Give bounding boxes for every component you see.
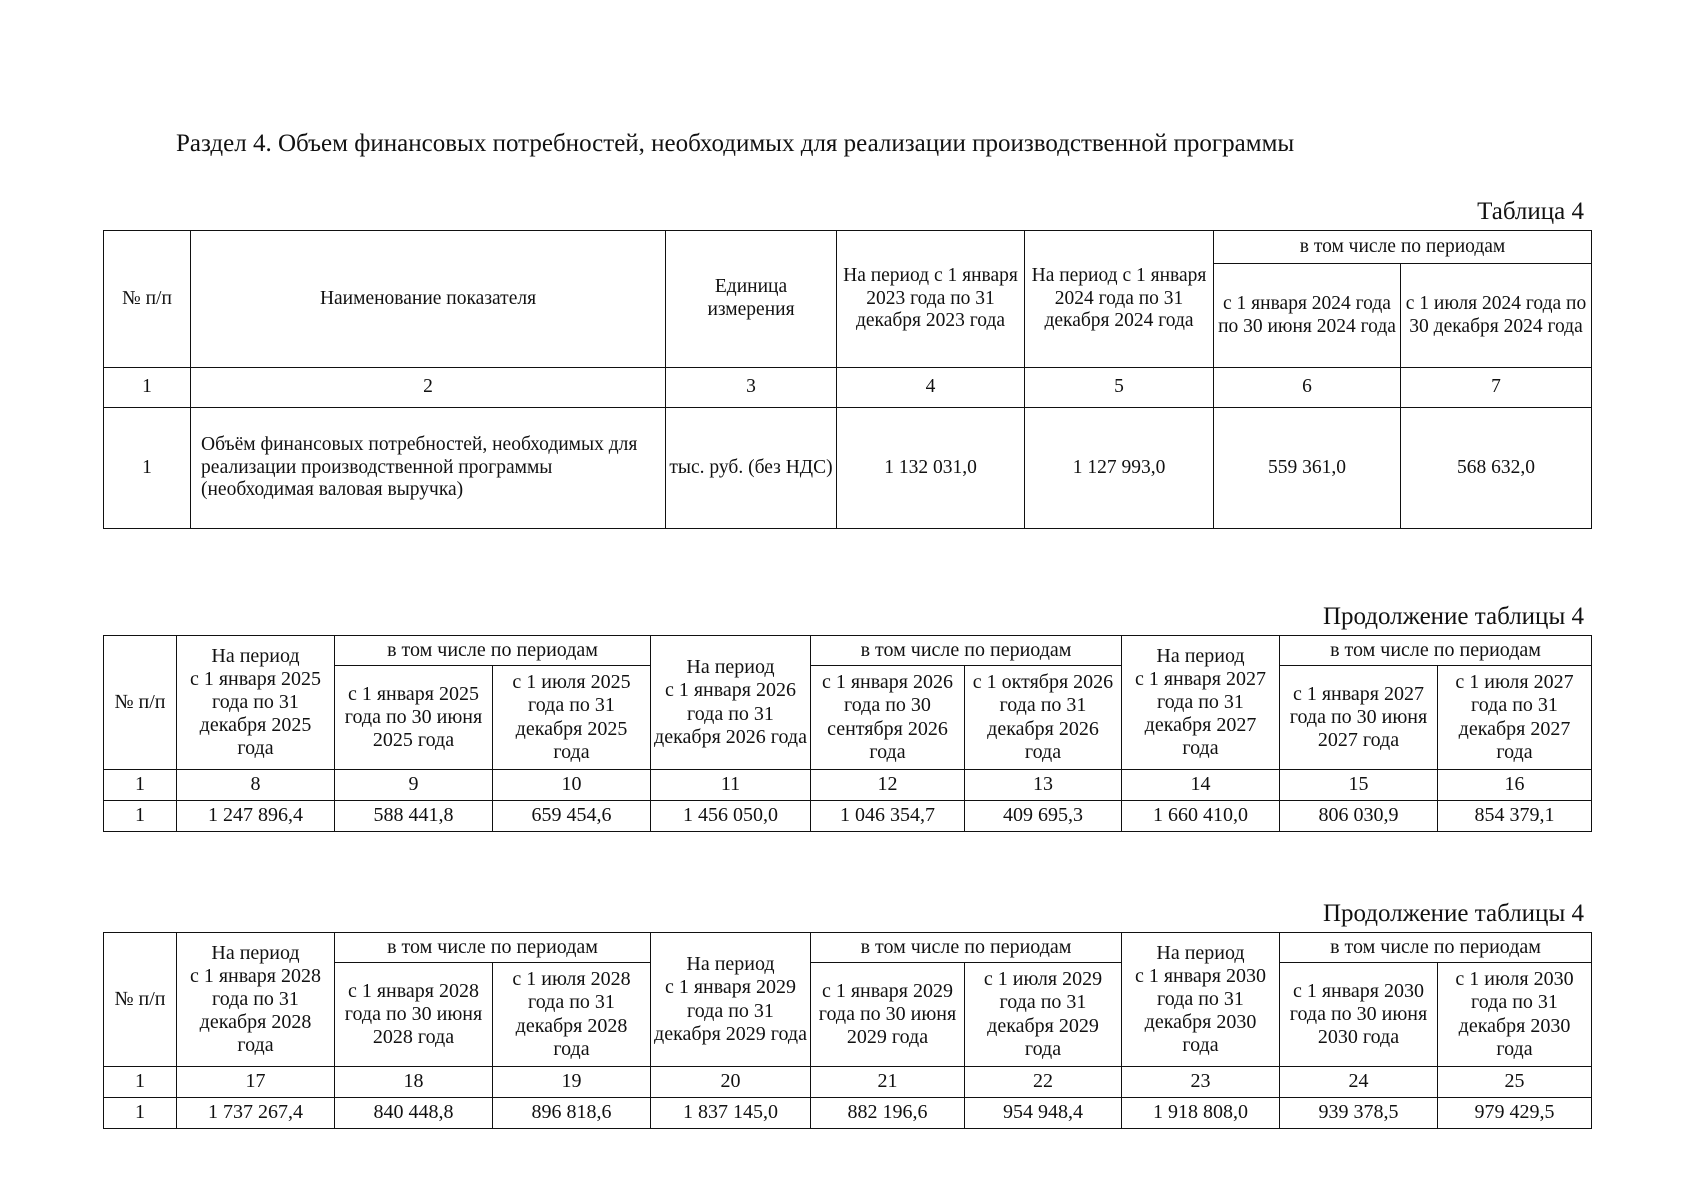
header-subperiods-group: в том числе по периодам xyxy=(811,933,1122,963)
header-subperiods-group: в том числе по периодам xyxy=(335,636,651,666)
header-num: № п/п xyxy=(104,636,177,770)
header-period-2030-a: с 1 января 2030 года по 30 июня 2030 года xyxy=(1280,963,1438,1067)
column-number: 19 xyxy=(493,1067,651,1098)
value-period-2024-h1: 559 361,0 xyxy=(1214,408,1401,529)
section-heading: Раздел 4. Объем финансовых потребностей, необходимых для реализации производственной программы xyxy=(176,130,1295,157)
column-number: 5 xyxy=(1025,368,1214,408)
table1-caption: Таблица 4 xyxy=(1477,198,1584,225)
column-number: 10 xyxy=(493,770,651,801)
column-number: 3 xyxy=(666,368,837,408)
header-indicator-name: Наименование показателя xyxy=(191,231,666,368)
header-subperiods-group: в том числе по периодам xyxy=(1280,933,1592,963)
indicator-name: Объём финансовых потребностей, необходимых для реализации производственной программы (необходимая валовая выручка) xyxy=(191,408,666,529)
header-period-2025-b: с 1 июля 2025 года по 31 декабря 2025 года xyxy=(493,666,651,770)
column-number: 24 xyxy=(1280,1067,1438,1098)
value-cell: 882 196,6 xyxy=(811,1098,965,1129)
header-num: № п/п xyxy=(104,231,191,368)
value-period-2023: 1 132 031,0 xyxy=(837,408,1025,529)
table-4-continuation-2 xyxy=(103,932,1592,1129)
table3-caption: Продолжение таблицы 4 xyxy=(1322,900,1584,927)
column-number: 25 xyxy=(1438,1067,1592,1098)
value-cell: 409 695,3 xyxy=(965,801,1122,832)
value-period-2024: 1 127 993,0 xyxy=(1025,408,1214,529)
row-number: 1 xyxy=(104,1098,177,1129)
column-number: 4 xyxy=(837,368,1025,408)
value-cell: 659 454,6 xyxy=(493,801,651,832)
column-number: 22 xyxy=(965,1067,1122,1098)
column-number: 9 xyxy=(335,770,493,801)
table-4 xyxy=(103,230,1592,529)
header-period-2027-a: с 1 января 2027 года по 30 июня 2027 года xyxy=(1280,666,1438,770)
header-period-2029-a: с 1 января 2029 года по 30 июня 2029 года xyxy=(811,963,965,1067)
header-period-2026-a: с 1 января 2026 года по 30 сентября 2026 года xyxy=(811,666,965,770)
row-number: 1 xyxy=(104,408,191,529)
value-cell: 939 378,5 xyxy=(1280,1098,1438,1129)
header-period-2026 xyxy=(651,636,811,770)
header-period-2029-b: с 1 июля 2029 года по 31 декабря 2029 года xyxy=(965,963,1122,1067)
column-number: 2 xyxy=(191,368,666,408)
value-cell: 588 441,8 xyxy=(335,801,493,832)
column-number: 17 xyxy=(177,1067,335,1098)
value-cell: 954 948,4 xyxy=(965,1098,1122,1129)
value-cell: 1 737 267,4 xyxy=(177,1098,335,1129)
header-unit: Единица измерения xyxy=(666,231,837,368)
value-cell: 854 379,1 xyxy=(1438,801,1592,832)
value-cell: 1 837 145,0 xyxy=(651,1098,811,1129)
column-number: 20 xyxy=(651,1067,811,1098)
header-period-2027 xyxy=(1122,636,1280,770)
header-period-range: с 1 января 2030 года по 31 декабря 2030 года xyxy=(1134,964,1267,1057)
header-period-label: На период xyxy=(211,941,300,964)
header-period-range: с 1 января 2029 года по 31 декабря 2029 года xyxy=(654,976,807,1045)
header-num: № п/п xyxy=(104,933,177,1067)
header-period-2026-b: с 1 октября 2026 года по 31 декабря 2026 года xyxy=(965,666,1122,770)
header-period-2028-b: с 1 июля 2028 года по 31 декабря 2028 года xyxy=(493,963,651,1067)
header-subperiods-group: в том числе по периодам xyxy=(1280,636,1592,666)
header-period-2024-h1: с 1 января 2024 года по 30 июня 2024 года xyxy=(1214,264,1401,368)
header-period-2025-a: с 1 января 2025 года по 30 июня 2025 года xyxy=(335,666,493,770)
value-cell: 840 448,8 xyxy=(335,1098,493,1129)
column-number: 23 xyxy=(1122,1067,1280,1098)
column-number: 1 xyxy=(104,770,177,801)
value-cell: 979 429,5 xyxy=(1438,1098,1592,1129)
unit-value: тыс. руб. (без НДС) xyxy=(666,408,837,529)
header-subperiods-group: в том числе по периодам xyxy=(1214,231,1592,264)
header-period-label: На период xyxy=(211,644,300,667)
header-period-label: На период xyxy=(686,656,775,679)
header-period-2023: На период с 1 января 2023 года по 31 декабря 2023 года xyxy=(837,231,1025,368)
value-cell: 896 818,6 xyxy=(493,1098,651,1129)
column-number: 15 xyxy=(1280,770,1438,801)
column-number: 1 xyxy=(104,1067,177,1098)
column-number: 11 xyxy=(651,770,811,801)
column-number: 16 xyxy=(1438,770,1592,801)
value-cell: 1 456 050,0 xyxy=(651,801,811,832)
header-period-range: с 1 января 2025 года по 31 декабря 2025 года xyxy=(189,667,322,760)
column-number: 1 xyxy=(104,368,191,408)
header-period-2024-h2: с 1 июля 2024 года по 30 декабря 2024 года xyxy=(1401,264,1592,368)
table-4-continuation-1 xyxy=(103,635,1592,832)
header-period-2025 xyxy=(177,636,335,770)
value-cell: 1 918 808,0 xyxy=(1122,1098,1280,1129)
header-period-2027-b: с 1 июля 2027 года по 31 декабря 2027 года xyxy=(1438,666,1592,770)
value-period-2024-h2: 568 632,0 xyxy=(1401,408,1592,529)
header-period-range: с 1 января 2028 года по 31 декабря 2028 года xyxy=(189,964,322,1057)
value-cell: 1 247 896,4 xyxy=(177,801,335,832)
column-number: 14 xyxy=(1122,770,1280,801)
header-period-label: На период xyxy=(686,953,775,976)
header-period-2029 xyxy=(651,933,811,1067)
header-period-2028-a: с 1 января 2028 года по 30 июня 2028 года xyxy=(335,963,493,1067)
value-cell: 1 046 354,7 xyxy=(811,801,965,832)
header-period-label: На период xyxy=(1156,644,1245,667)
column-number: 18 xyxy=(335,1067,493,1098)
header-period-range: с 1 января 2026 года по 31 декабря 2026 года xyxy=(654,679,807,748)
column-number: 13 xyxy=(965,770,1122,801)
column-number: 7 xyxy=(1401,368,1592,408)
column-number: 6 xyxy=(1214,368,1401,408)
header-subperiods-group: в том числе по периодам xyxy=(335,933,651,963)
column-number: 8 xyxy=(177,770,335,801)
column-number: 21 xyxy=(811,1067,965,1098)
header-period-2030-b: с 1 июля 2030 года по 31 декабря 2030 года xyxy=(1438,963,1592,1067)
column-number: 12 xyxy=(811,770,965,801)
header-period-range: с 1 января 2027 года по 31 декабря 2027 года xyxy=(1134,667,1267,760)
value-cell: 806 030,9 xyxy=(1280,801,1438,832)
header-subperiods-group: в том числе по периодам xyxy=(811,636,1122,666)
header-period-label: На период xyxy=(1156,941,1245,964)
header-period-2028 xyxy=(177,933,335,1067)
table2-caption: Продолжение таблицы 4 xyxy=(1322,603,1584,630)
header-period-2030 xyxy=(1122,933,1280,1067)
row-number: 1 xyxy=(104,801,177,832)
header-period-2024: На период с 1 января 2024 года по 31 декабря 2024 года xyxy=(1025,231,1214,368)
value-cell: 1 660 410,0 xyxy=(1122,801,1280,832)
